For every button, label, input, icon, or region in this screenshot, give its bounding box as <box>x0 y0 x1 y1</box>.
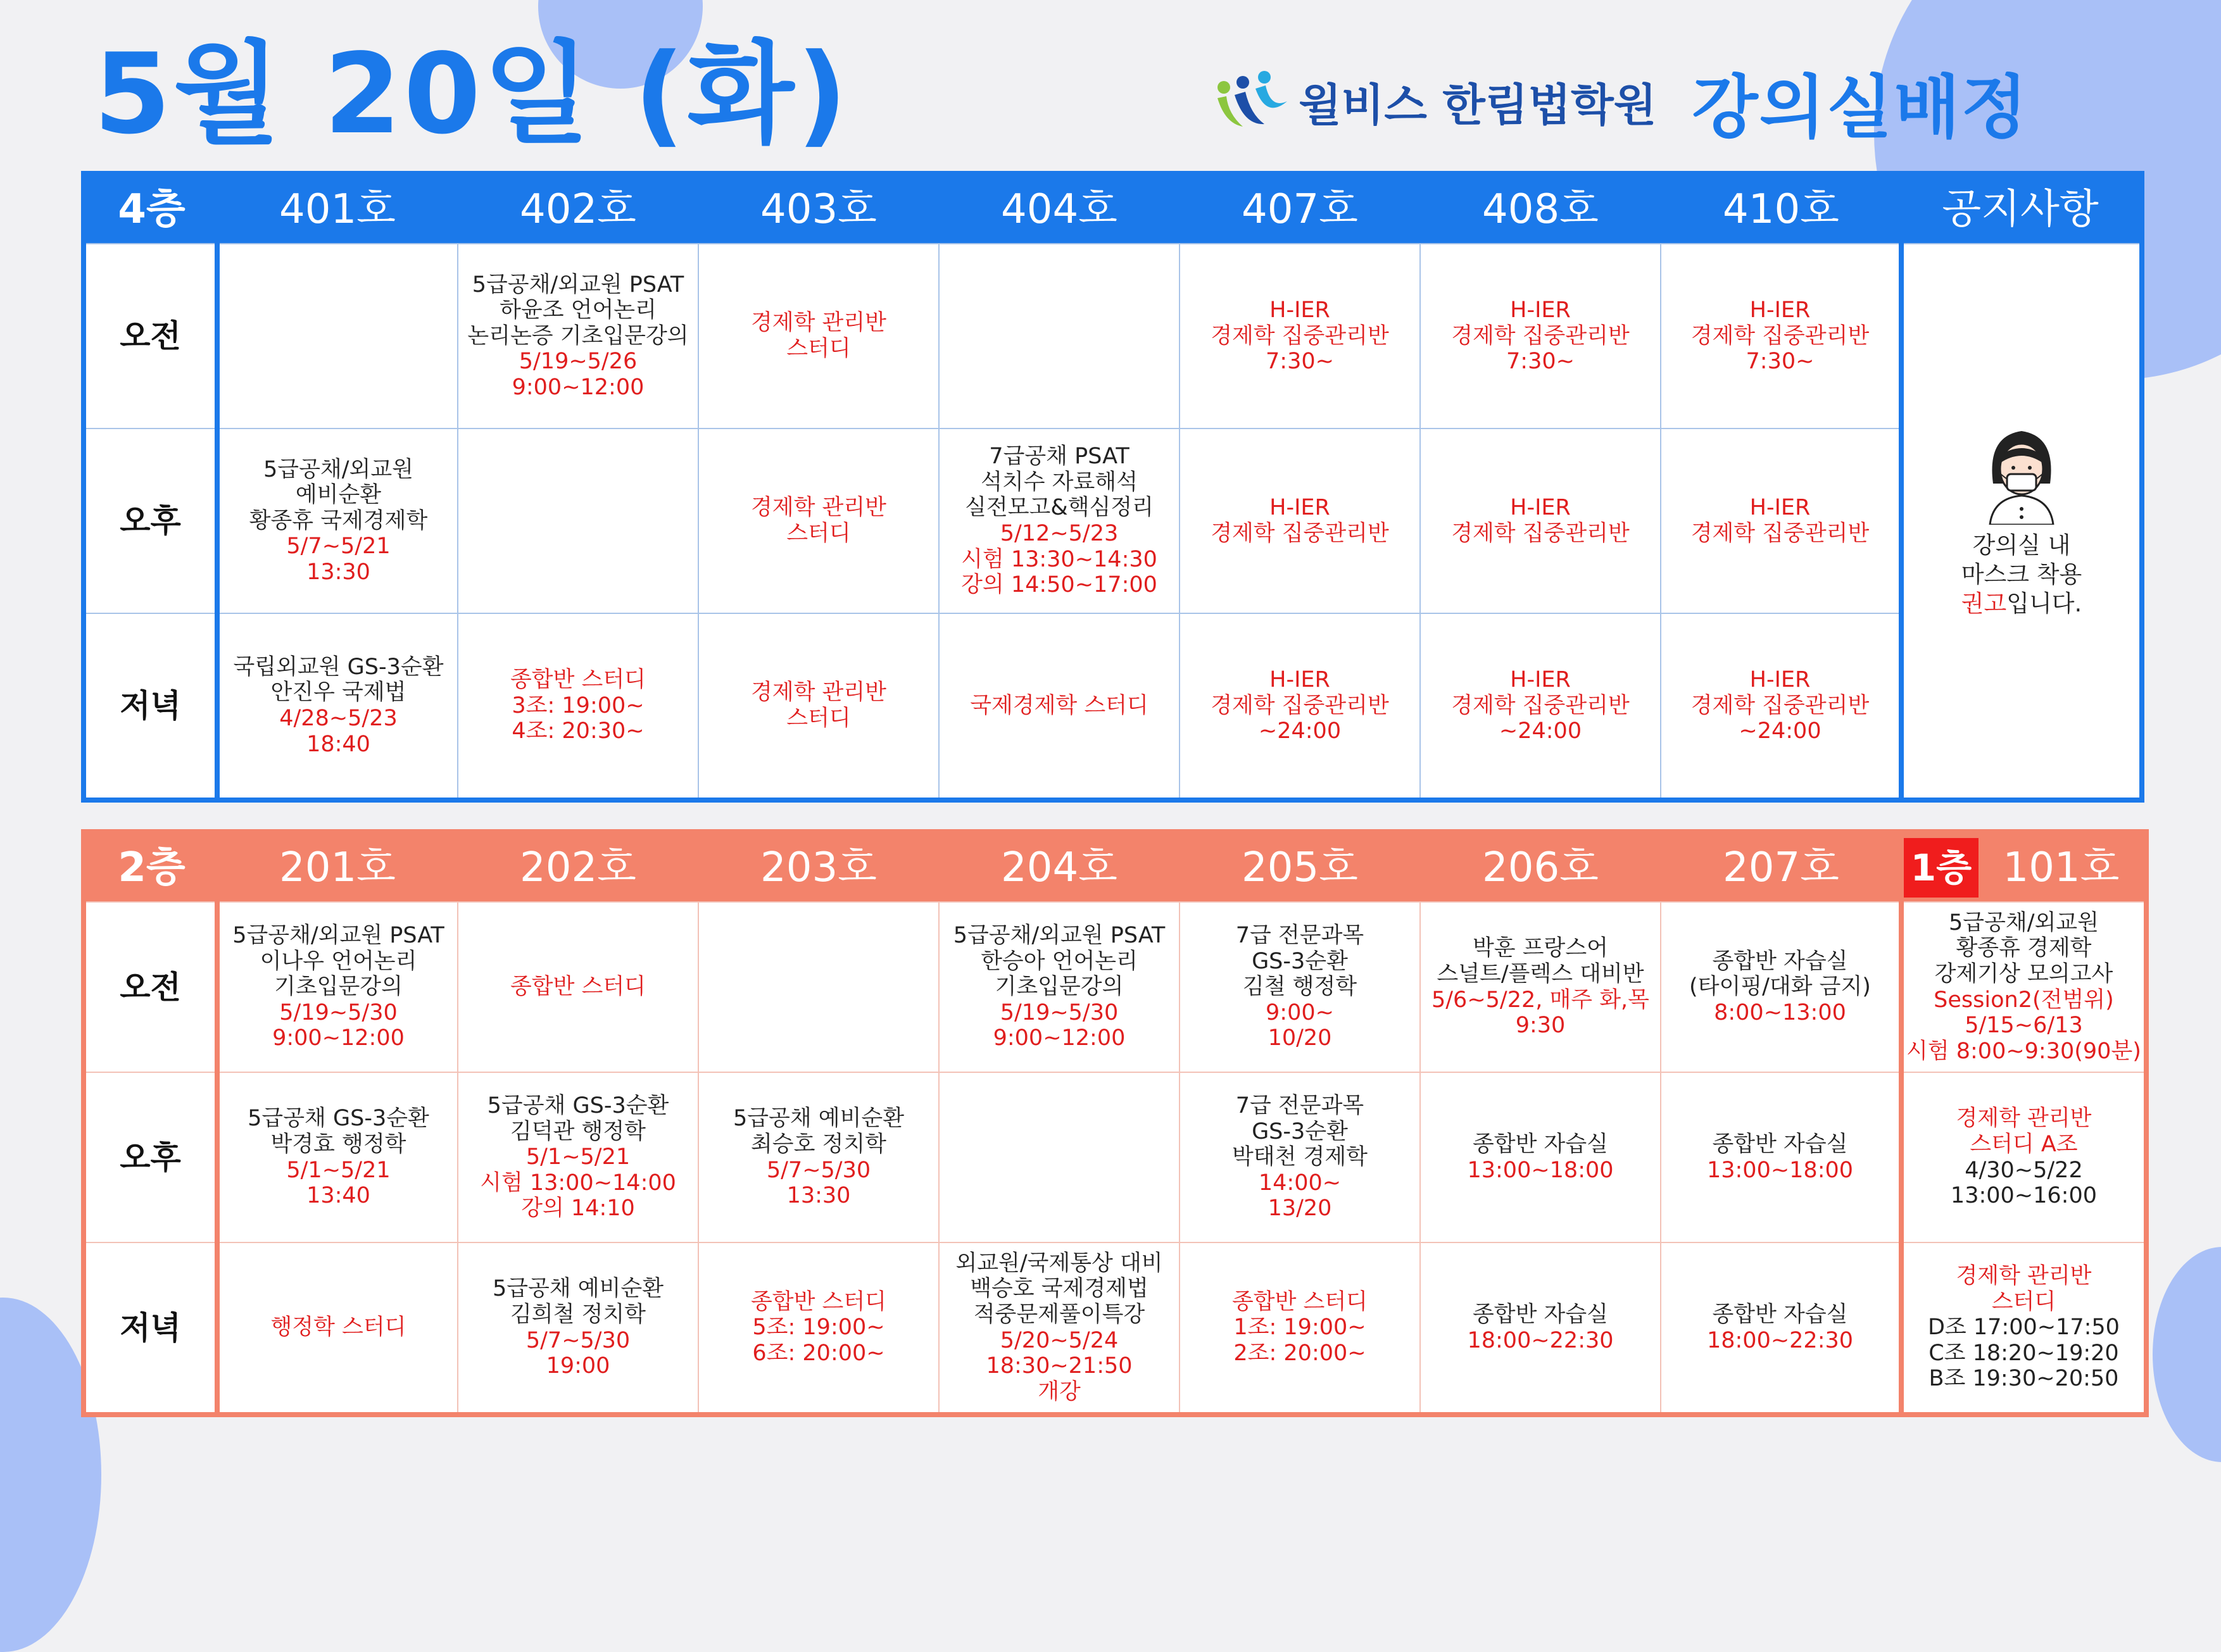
cell-line: 5급공채 GS-3순환 <box>248 1106 429 1132</box>
cell-line: 김덕관 행정학 <box>510 1118 646 1144</box>
cell-line: 5/7~5/30 <box>525 1327 631 1353</box>
cell-line: 스터디 <box>786 706 851 731</box>
cell-line: 경제학 집중관리반 <box>1690 692 1870 718</box>
schedule-cell <box>939 244 1180 429</box>
cell-line: 백승호 국제경제법 <box>970 1276 1148 1302</box>
cell-line: 시험 13:30~14:30 <box>961 546 1157 572</box>
schedule-cell <box>1901 902 2146 1072</box>
cell-line: 종합반 자습실 <box>1712 948 1848 974</box>
cell-line: 종합반 스터디 <box>751 1289 886 1315</box>
cell-line: C조 18:20~19:20 <box>1928 1340 2119 1366</box>
schedule-cell <box>939 1072 1180 1242</box>
cell-line: 18:00~22:30 <box>1467 1327 1614 1353</box>
cell-line: ~24:00 <box>1499 718 1582 744</box>
cell-line: 3조: 19:00~ <box>512 692 645 718</box>
cell-line: 경제학 관리반 <box>751 680 886 706</box>
schedule-cell <box>698 613 939 800</box>
cell-line: B조 19:30~20:50 <box>1928 1366 2119 1392</box>
cell-line: 경제학 집중관리반 <box>1211 323 1389 349</box>
cell-line: 13:30 <box>306 559 370 585</box>
cell-line: 하윤조 언어논리 <box>500 297 657 323</box>
cell-line: 5급공채 GS-3순환 <box>487 1093 669 1119</box>
cell-line: 경제학 관리반 <box>751 495 886 521</box>
cell-line: 종합반 자습실 <box>1473 1301 1608 1327</box>
cell-line: 5급공채/외교원 <box>1949 910 2099 936</box>
room-header: 207호 <box>1661 832 1901 902</box>
cell-line: 국립외교원 GS-3순환 <box>233 654 444 680</box>
room-header: 206호 <box>1420 832 1661 902</box>
cell-line: 경제학 집중관리반 <box>1451 323 1630 349</box>
cell-line: 경제학 집중관리반 <box>1690 323 1870 349</box>
cell-line: 강제기상 모의고사 <box>1934 961 2113 987</box>
cell-line: 5/19~5/26 <box>519 349 638 375</box>
cell-line: 종합반 자습실 <box>1712 1301 1848 1327</box>
period-label: 오전 <box>84 244 217 429</box>
cell-line: ~24:00 <box>1258 718 1342 744</box>
cell-line: H-IER <box>1510 495 1571 521</box>
schedule-cell <box>458 429 698 613</box>
cell-line: 7:30~ <box>1746 349 1815 375</box>
cell-line: 5/20~5/24 <box>1000 1327 1119 1353</box>
cell-line: 스터디 <box>786 521 851 546</box>
floor2-label: 2층 <box>84 832 217 902</box>
cell-line: 논리논증 기초입문강의 <box>467 323 689 349</box>
cell-line: D조 17:00~17:50 <box>1927 1315 2120 1341</box>
schedule-cell <box>698 244 939 429</box>
schedule-cell <box>939 902 1180 1072</box>
cell-line: 5급공채/외교원 PSAT <box>232 923 444 949</box>
room-header: 408호 <box>1420 173 1661 244</box>
schedule-cell <box>217 1242 458 1415</box>
room-header: 204호 <box>939 832 1180 902</box>
cell-line: 기초입문강의 <box>274 974 403 1000</box>
cell-line: 18:40 <box>306 731 370 757</box>
cell-line: 경제학 관리반 <box>751 310 886 336</box>
cell-line: 9:00~12:00 <box>272 1025 405 1051</box>
cell-line: 5/12~5/23 <box>1000 521 1119 546</box>
cell-line: 종합반 스터디 <box>510 667 646 693</box>
cell-line: 예비순환 <box>295 482 382 508</box>
floor2-schedule-table <box>81 829 2149 1417</box>
schedule-cell <box>217 902 458 1072</box>
cell-line: 5/15~6/13 <box>1965 1013 2083 1039</box>
cell-line: 석치수 자료해석 <box>981 469 1138 495</box>
cell-line: 5급공채/외교원 PSAT <box>472 272 684 297</box>
cell-line: Session2(전범위) <box>1934 987 2114 1013</box>
room-header: 401호 <box>217 173 458 244</box>
schedule-cell <box>1420 1242 1661 1415</box>
cell-line: 개강 <box>1038 1379 1081 1405</box>
cell-line: 안진우 국제법 <box>270 680 406 706</box>
cell-line: 4/28~5/23 <box>279 706 398 731</box>
cell-line: 4/30~5/22 <box>1965 1157 2083 1183</box>
cell-line: 김희철 정치학 <box>510 1301 646 1327</box>
cell-line: 5급공채/외교원 PSAT <box>953 923 1166 949</box>
page-subtitle: 강의실배정 <box>1692 68 2029 147</box>
room-header: 402호 <box>458 173 698 244</box>
cell-line: 행정학 스터디 <box>270 1315 406 1341</box>
cell-line: 7급 전문과목 <box>1235 1093 1364 1119</box>
cell-line: 황종휴 국제경제학 <box>249 508 428 534</box>
cell-line: 9:30 <box>1515 1013 1566 1039</box>
schedule-cell <box>939 613 1180 800</box>
cell-line: 5/19~5/30 <box>1000 999 1119 1025</box>
cell-line: 최승호 정치학 <box>751 1131 886 1157</box>
cell-line: ~24:00 <box>1739 718 1821 744</box>
cell-line: 1조: 19:00~ <box>1233 1315 1366 1341</box>
cell-line: 5/1~5/21 <box>525 1144 631 1170</box>
schedule-cell <box>1420 902 1661 1072</box>
cell-line: (타이핑/대화 금지) <box>1689 974 1871 1000</box>
schedule-cell <box>939 429 1180 613</box>
cell-line: 박훈 프랑스어 <box>1473 936 1608 961</box>
schedule-cell <box>1180 613 1420 800</box>
notice-header: 공지사항 <box>1901 173 2142 244</box>
cell-line: 박경효 행정학 <box>270 1131 406 1157</box>
schedule-cell <box>1661 613 1901 800</box>
cell-line: H-IER <box>1749 667 1811 693</box>
cell-line: 강의 14:50~17:00 <box>961 572 1157 598</box>
schedule-cell <box>939 1242 1180 1415</box>
cell-line: 5/6~5/22, 매주 화,목 <box>1431 987 1649 1013</box>
cell-line: H-IER <box>1269 495 1330 521</box>
cell-line: 종합반 자습실 <box>1473 1131 1608 1157</box>
cell-line: 14:00~ <box>1258 1170 1342 1196</box>
schedule-cell <box>1901 1242 2146 1415</box>
cell-line: 스터디 <box>786 336 851 361</box>
cell-line: 5급공채 예비순환 <box>492 1276 664 1302</box>
notice-text <box>1906 531 2137 619</box>
cell-line: H-IER <box>1269 297 1330 323</box>
cell-line: 황종휴 경제학 <box>1956 936 2092 961</box>
schedule-cell <box>1661 1242 1901 1415</box>
notice-line: 강의실 내 <box>1972 531 2071 559</box>
period-label: 오후 <box>84 429 217 613</box>
period-label: 오전 <box>84 902 217 1072</box>
cell-line: 시험 13:00~14:00 <box>480 1170 676 1196</box>
schedule-cell <box>458 902 698 1072</box>
room101-header <box>1901 832 2146 902</box>
cell-line: 경제학 집중관리반 <box>1451 521 1630 546</box>
schedule-cell <box>217 1072 458 1242</box>
brand <box>1206 63 2029 147</box>
room-header: 205호 <box>1180 832 1420 902</box>
room-header: 203호 <box>698 832 939 902</box>
schedule-cell <box>1420 613 1661 800</box>
cell-line: 박태천 경제학 <box>1232 1144 1368 1170</box>
schedule-cell <box>217 613 458 800</box>
schedule-cell <box>1180 1072 1420 1242</box>
cell-line: H-IER <box>1749 495 1811 521</box>
schedule-cell <box>698 1072 939 1242</box>
schedule-cell <box>1901 1072 2146 1242</box>
schedule-cell <box>1180 902 1420 1072</box>
notice-emphasis: 권고 <box>1961 590 2007 618</box>
schedule-cell <box>1420 1072 1661 1242</box>
room-header: 403호 <box>698 173 939 244</box>
schedule-cell <box>1661 429 1901 613</box>
cell-line: 스널트/플렉스 대비반 <box>1437 961 1644 987</box>
period-label: 오후 <box>84 1072 217 1242</box>
cell-line: 김철 행정학 <box>1242 974 1357 1000</box>
cell-line: 19:00 <box>546 1353 610 1379</box>
cell-line: 경제학 집중관리반 <box>1211 521 1389 546</box>
schedule-cell <box>698 429 939 613</box>
schedule-cell <box>458 613 698 800</box>
floor4-label: 4층 <box>84 173 217 244</box>
cell-line: 18:30~21:50 <box>986 1353 1133 1379</box>
cell-line: 10/20 <box>1268 1025 1332 1051</box>
notice-cell <box>1901 244 2142 800</box>
room-header: 404호 <box>939 173 1180 244</box>
cell-line: 스터디 <box>1991 1289 2056 1315</box>
cell-line: 종합반 스터디 <box>1232 1289 1368 1315</box>
notice-line <box>1906 589 2137 618</box>
cell-line: 7급 전문과목 <box>1235 923 1364 949</box>
cell-line: H-IER <box>1749 297 1811 323</box>
schedule-cell <box>217 429 458 613</box>
cell-line: H-IER <box>1269 667 1330 693</box>
cell-line: H-IER <box>1510 667 1571 693</box>
schedule-cell <box>1420 429 1661 613</box>
schedule-cell <box>1420 244 1661 429</box>
cell-line: 한승아 언어논리 <box>981 948 1138 974</box>
brand-name: 윌비스 한림법학원 <box>1299 78 1657 131</box>
schedule-cell <box>1180 429 1420 613</box>
room-header: 407호 <box>1180 173 1420 244</box>
cell-line: 13:40 <box>306 1183 370 1209</box>
cell-line: 경제학 집중관리반 <box>1690 521 1870 546</box>
cell-line: 기초입문강의 <box>995 974 1124 1000</box>
notice-line: 마스크 착용 <box>1961 560 2082 588</box>
cell-line: 스터디 A조 <box>1970 1131 2078 1157</box>
cell-line: 경제학 관리반 <box>1956 1106 2092 1132</box>
cell-line: 8:00~13:00 <box>1714 999 1846 1025</box>
cell-line: 국제경제학 스터디 <box>970 692 1148 718</box>
cell-line: 13:00~18:00 <box>1467 1157 1614 1183</box>
cell-line: GS-3순환 <box>1252 948 1348 974</box>
floor1-badge: 1층 <box>1904 838 1979 898</box>
floor4-schedule-table <box>81 171 2144 803</box>
cell-line: 이나우 언어논리 <box>260 948 417 974</box>
cell-line: 7급공채 PSAT <box>989 444 1129 470</box>
cell-line: 7:30~ <box>1266 349 1334 375</box>
schedule-cell <box>1661 244 1901 429</box>
cell-line: 9:00~12:00 <box>993 1025 1126 1051</box>
cell-line: H-IER <box>1510 297 1571 323</box>
schedule-cell <box>217 244 458 429</box>
cell-line: 5/7~5/21 <box>286 534 391 560</box>
cell-line: 강의 14:10 <box>521 1196 635 1222</box>
period-label: 저녁 <box>84 1242 217 1415</box>
schedule-cell <box>1180 244 1420 429</box>
cell-line: 7:30~ <box>1506 349 1575 375</box>
cell-line: 종합반 자습실 <box>1712 1131 1848 1157</box>
schedule-cell <box>698 902 939 1072</box>
cell-line: 4조: 20:30~ <box>512 718 645 744</box>
schedule-cell <box>1661 1072 1901 1242</box>
cell-line: 6조: 20:00~ <box>752 1340 885 1366</box>
bg-circle <box>2153 1247 2221 1462</box>
schedule-cell <box>458 1242 698 1415</box>
cell-line: 실전모고&핵심정리 <box>965 495 1154 521</box>
cell-line: 5급공채 예비순환 <box>733 1106 905 1132</box>
cell-line: 5/1~5/21 <box>286 1157 391 1183</box>
cell-line: 시험 8:00~9:30(90분) <box>1906 1038 2141 1064</box>
room-header: 201호 <box>217 832 458 902</box>
room-header: 202호 <box>458 832 698 902</box>
cell-line: 9:00~12:00 <box>512 374 645 400</box>
cell-line: 13:30 <box>786 1183 851 1209</box>
cell-line: 종합반 스터디 <box>510 974 646 1000</box>
period-label: 저녁 <box>84 613 217 800</box>
schedule-cell <box>698 1242 939 1415</box>
cell-line: 5급공채/외교원 <box>263 456 413 482</box>
page-title: 5월 20일 (화) <box>94 30 850 159</box>
cell-line: 2조: 20:00~ <box>1233 1340 1366 1366</box>
schedule-cell <box>1661 902 1901 1072</box>
room-header: 410호 <box>1661 173 1901 244</box>
notice-rest: 입니다. <box>2006 590 2082 618</box>
schedule-cell <box>1180 1242 1420 1415</box>
willbis-logo-icon <box>1206 63 1295 139</box>
schedule-cell <box>458 244 698 429</box>
cell-line: 경제학 집중관리반 <box>1211 692 1389 718</box>
schedule-cell <box>458 1072 698 1242</box>
cell-line: 경제학 관리반 <box>1956 1263 2092 1289</box>
room-header: 101호 <box>2003 844 2120 891</box>
cell-line: 적중문제풀이특강 <box>973 1301 1145 1327</box>
cell-line: 5조: 19:00~ <box>752 1315 885 1341</box>
cell-line: 18:00~22:30 <box>1706 1327 1854 1353</box>
cell-line: 5/7~5/30 <box>766 1157 871 1183</box>
cell-line: 13:00~18:00 <box>1706 1157 1854 1183</box>
cell-line: GS-3순환 <box>1252 1118 1348 1144</box>
cell-line: 9:00~ <box>1266 999 1334 1025</box>
cell-line: 외교원/국제통상 대비 <box>955 1250 1163 1276</box>
cell-line: 13:00~16:00 <box>1950 1183 2097 1209</box>
cell-line: 5/19~5/30 <box>279 999 398 1025</box>
cell-line: 경제학 집중관리반 <box>1451 692 1630 718</box>
masked-person-icon <box>1974 423 2069 525</box>
cell-line: 13/20 <box>1268 1196 1332 1222</box>
